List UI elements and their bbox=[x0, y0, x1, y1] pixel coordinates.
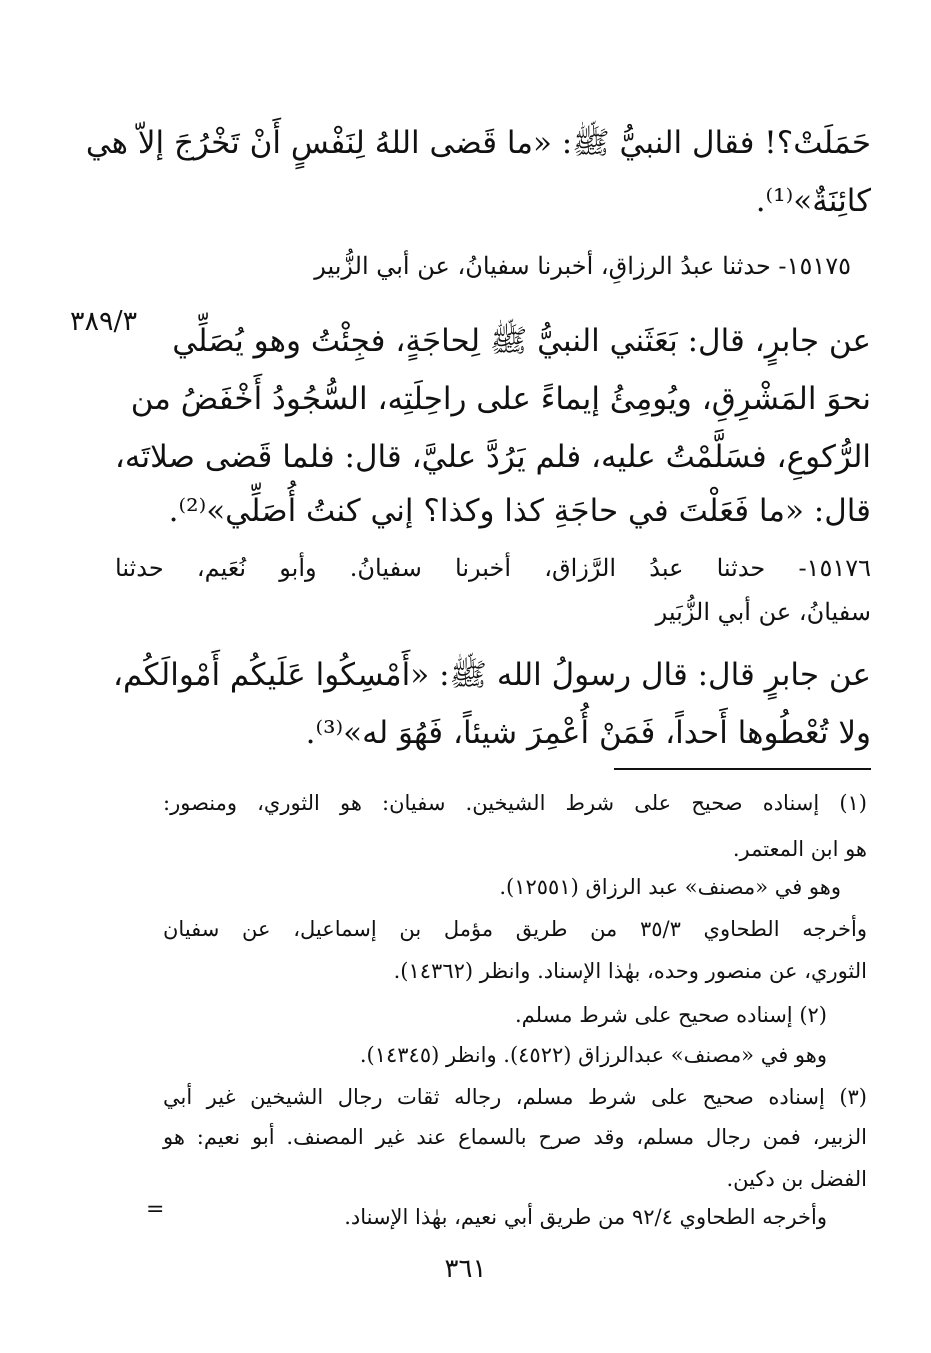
footnote-line: الثوري، عن منصور وحده، بهٰذا الإسناد. وانظر (١٤٣٦٢). bbox=[393, 959, 867, 983]
main-text-line: ولا تُعْطُوها أَحداً، فَمَنْ أُعْمِرَ شيئاً، فَهُوَ له»⁽³⁾. bbox=[305, 715, 871, 751]
main-text-line: حَمَلَتْ؟! فقال النبيُّ ﷺ: «ما قَضى اللهُ لِنَفْسٍ أَنْ تَخْرُجَ إلاّ هي bbox=[85, 125, 871, 161]
main-text-line: الرُّكوعِ، فسَلَّمْتُ عليه، فلم يَرُدَّ عليَّ، قال: فلما قَضى صلاتَه، bbox=[114, 439, 871, 475]
main-text-line: عن جابرٍ قال: قال رسولُ الله ﷺ: «أَمْسِكُوا عَلَيكُم أَمْوالَكُم، bbox=[113, 657, 871, 693]
page-number: ٣٦١ bbox=[444, 1254, 487, 1284]
main-text-line: قال: «ما فَعَلْتَ في حاجَةِ كذا وكذا؟ إني كنتُ أُصَلِّي»⁽²⁾. bbox=[168, 493, 871, 529]
footnote-line: وهو في «مصنف» عبدالرزاق (٤٥٢٢). وانظر (١٤٣٤٥). bbox=[359, 1043, 827, 1067]
hadith-chain-15176: ١٥١٧٦- حدثنا عبدُ الرَّزاق، أخبرنا سفيانُ. وأبو نُعَيم، حدثنا bbox=[115, 554, 871, 582]
continuation-mark: = bbox=[146, 1197, 165, 1222]
footnote-line: وهو في «مصنف» عبد الرزاق (١٢٥٥١). bbox=[499, 875, 841, 899]
hadith-chain-15176: سفيانُ، عن أبي الزُّبَير bbox=[655, 598, 871, 626]
footnote-line: الفضل بن دكين. bbox=[726, 1167, 867, 1191]
footnote-line: (٢) إسناده صحيح على شرط مسلم. bbox=[514, 1003, 827, 1027]
footnote-line: وأخرجه الطحاوي ٩٢/٤ من طريق أبي نعيم، بهٰذا الإسناد. bbox=[344, 1205, 827, 1229]
margin-volume-page-reference: ٣٨٩/٣ bbox=[70, 306, 138, 337]
main-text-line: نحوَ المَشْرِقِ، ويُومِئُ إيماءً على راحِلَتِه، السُّجُودُ أَخْفَضُ من bbox=[130, 381, 871, 417]
footnote-line: (١) إسناده صحيح على شرط الشيخين. سفيان: هو الثوري، ومنصور: bbox=[163, 791, 867, 815]
footnote-line: وأخرجه الطحاوي ٣٥/٣ من طريق مؤمل بن إسماعيل، عن سفيان bbox=[163, 917, 867, 941]
footnote-line: (٣) إسناده صحيح على شرط مسلم، رجاله ثقات رجال الشيخين غير أبي bbox=[163, 1085, 867, 1109]
main-text-line: عن جابرٍ، قال: بَعَثَني النبيُّ ﷺ لِحاجَةٍ، فجِئْتُ وهو يُصَلِّي bbox=[172, 323, 871, 359]
hadith-chain-15175: ١٥١٧٥- حدثنا عبدُ الرزاقِ، أخبرنا سفيانُ، عن أبي الزُّبير bbox=[314, 252, 851, 280]
footnote-line: الزبير، فمن رجال مسلم، وقد صرح بالسماع عند غير المصنف. أبو نعيم: هو bbox=[163, 1125, 867, 1149]
footnote-line: هو ابن المعتمر. bbox=[732, 837, 867, 861]
footnote-separator bbox=[614, 768, 871, 770]
main-text-line: كائِنَةٌ»⁽¹⁾. bbox=[755, 183, 871, 219]
